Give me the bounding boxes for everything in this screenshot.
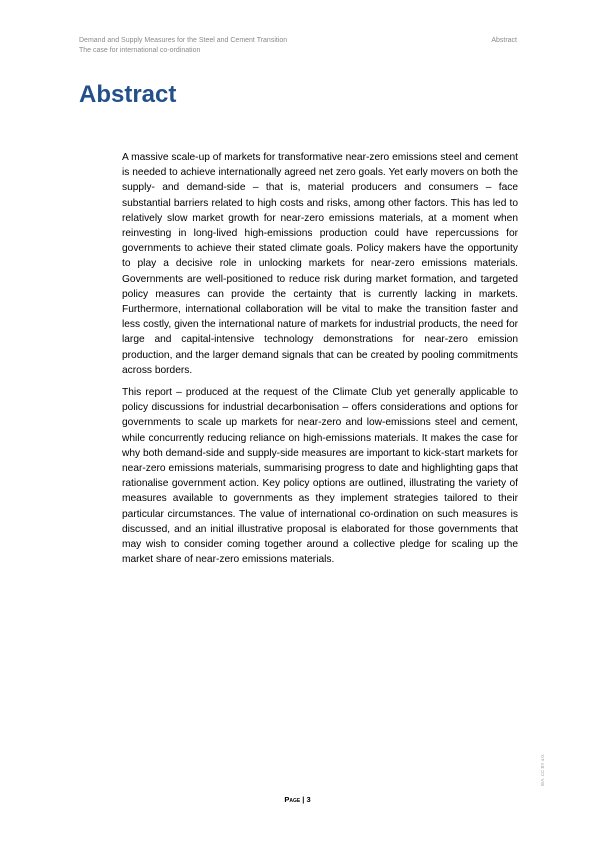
page-word: Page [284,795,301,804]
license-mark: IEA. CC BY 4.0. [540,753,545,786]
section-label: Abstract [491,37,517,44]
page-separator: | [302,795,305,804]
report-title-block [79,36,287,56]
abstract-paragraph-2: This report – produced at the request of the Climate Club yet generally applicable to policy discussions for industrial decarbonisation – offers considerations and options for governments to scale up markets for near-zero and low-emissions steel and cement, while concurrently reducing reliance on high-emissions materials. It makes the case for why both demand-side and supply-side measures are important to kick-start markets for near-zero emissions materials, summarising progress to date and highlighting gaps that rationalise government action. Key policy options are outlined, illustrating the variety of measures available to governments as they implement strategies tailored to their particular circumstances. The value of international co-ordination on such measures is discussed, and an initial illustrative proposal is elaborated for those governments that may wish to consider coming together around a collective pledge for scaling up the market share of near-zero emissions materials. [122,387,518,566]
abstract-body [122,150,518,574]
page-number: 3 [306,795,311,804]
page-footer [0,795,595,805]
page-title: Abstract [79,81,177,108]
report-subtitle: The case for international co-ordination [79,47,201,54]
report-title: Demand and Supply Measures for the Steel and Cement Transition [79,37,288,44]
abstract-paragraph-1: A massive scale-up of markets for transformative near-zero emissions steel and cement is needed to achieve internationally agreed net zero goals. Yet early movers on both the supply- and demand-side – that is, material producers and consumers – face substantial barriers related to high costs and risks, among other factors. This has led to relatively slow market growth for near-zero emissions materials, at a moment when reinvesting in long-lived high-emissions production could have repercussions for governments to achieve their stated climate goals. Policy makers have the opportunity to play a decisive role in unlocking markets for near-zero emissions materials. Governments are well-positioned to reduce risk during market formation, and targeted policy measures can provide the certainty that is currently lacking in markets. Furthermore, international collaboration will be vital to make the transition faster and less costly, given the international nature of markets for industrial products, the need for large and capital-intensive technology demonstrations for near-zero emission production, and the larger demand signals that can be created by pooling commitments across borders. [122,152,518,376]
